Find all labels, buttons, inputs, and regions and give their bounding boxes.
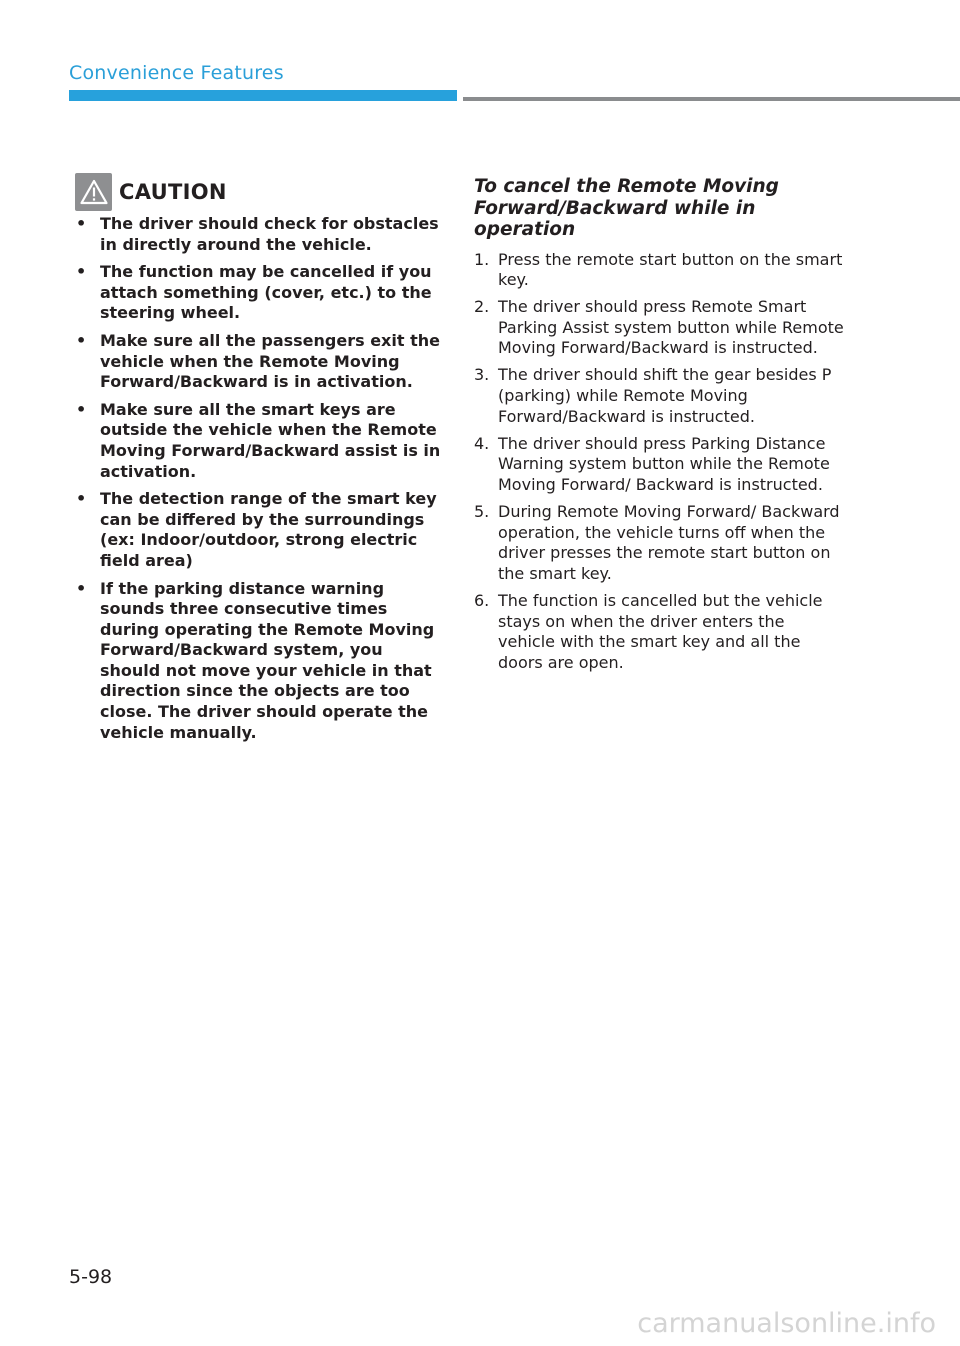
step-number: 1.: [474, 249, 490, 269]
step-number: 3.: [474, 365, 490, 385]
step-text: The driver should press Remote Smart Parking Assist system button while Remote Moving Forward/Backward is instructed.: [498, 297, 844, 358]
header-rule-gray: [463, 97, 960, 101]
step-item: [474, 591, 844, 673]
bullet-icon: •: [76, 330, 87, 350]
step-text: The driver should press Parking Distance Warning system button while the Remote Moving Forward/ Backward is instructed.: [498, 433, 830, 494]
bullet-icon: •: [76, 262, 87, 282]
caution-item: [75, 262, 445, 324]
warning-triangle-icon: [75, 173, 112, 211]
step-number: 6.: [474, 590, 490, 610]
caution-label: CAUTION: [119, 180, 227, 204]
caution-item: [75, 579, 445, 744]
caution-item-text: The driver should check for obstacles in directly around the vehicle.: [100, 214, 439, 254]
section-heading: To cancel the Remote Moving Forward/Backward while in operation: [474, 176, 779, 240]
caution-item: [75, 214, 445, 255]
header-rule-accent: [69, 90, 457, 101]
caution-item-text: Make sure all the smart keys are outside the vehicle when the Remote Moving Forward/Backward assist is in activation.: [100, 399, 441, 481]
step-text: Press the remote start button on the smart key.: [498, 249, 843, 290]
step-item: [474, 365, 844, 427]
step-number: 5.: [474, 502, 490, 522]
step-item: [474, 297, 844, 359]
caution-list: [75, 214, 445, 743]
step-item: [474, 502, 844, 584]
step-number: 2.: [474, 297, 490, 317]
bullet-icon: •: [76, 399, 87, 419]
step-text: During Remote Moving Forward/ Backward operation, the vehicle turns off when the driver presses the remote start button on the smart key.: [498, 502, 840, 583]
caution-header: [75, 172, 445, 212]
section-title: Convenience Features: [69, 62, 284, 84]
bullet-icon: •: [76, 578, 87, 598]
caution-item-text: The function may be cancelled if you attach something (cover, etc.) to the steering wheel.: [100, 262, 432, 323]
caution-item-text: The detection range of the smart key can be differed by the surroundings (ex: Indoor/outdoor, strong electric field area): [100, 489, 437, 570]
page-number: 5-98: [69, 1266, 113, 1288]
cancel-section: [474, 176, 844, 680]
bullet-icon: •: [76, 214, 87, 233]
caution-item-text: Make sure all the passengers exit the vehicle when the Remote Moving Forward/Backward is in activation.: [100, 330, 440, 392]
caution-item: [75, 331, 445, 393]
caution-item: [75, 400, 445, 482]
step-item: [474, 250, 844, 291]
watermark: carmanualsonline.info: [637, 1308, 936, 1339]
step-number: 4.: [474, 433, 490, 453]
step-text: The driver should shift the gear besides P (parking) while Remote Moving Forward/Backward is instructed.: [498, 365, 832, 426]
caution-item-text: If the parking distance warning sounds three consecutive times during operating the Remote Moving Forward/Backward system, you should not move your vehicle in that direction since the objects are too close. The driver should operate the vehicle manually.: [100, 578, 435, 742]
caution-box: [75, 172, 445, 750]
bullet-icon: •: [76, 489, 87, 509]
step-item: [474, 434, 844, 496]
step-text: The function is cancelled but the vehicle stays on when the driver enters the vehicle with the smart key and all the doors are open.: [498, 590, 823, 672]
caution-item: [75, 489, 445, 571]
steps-list: [474, 250, 844, 674]
